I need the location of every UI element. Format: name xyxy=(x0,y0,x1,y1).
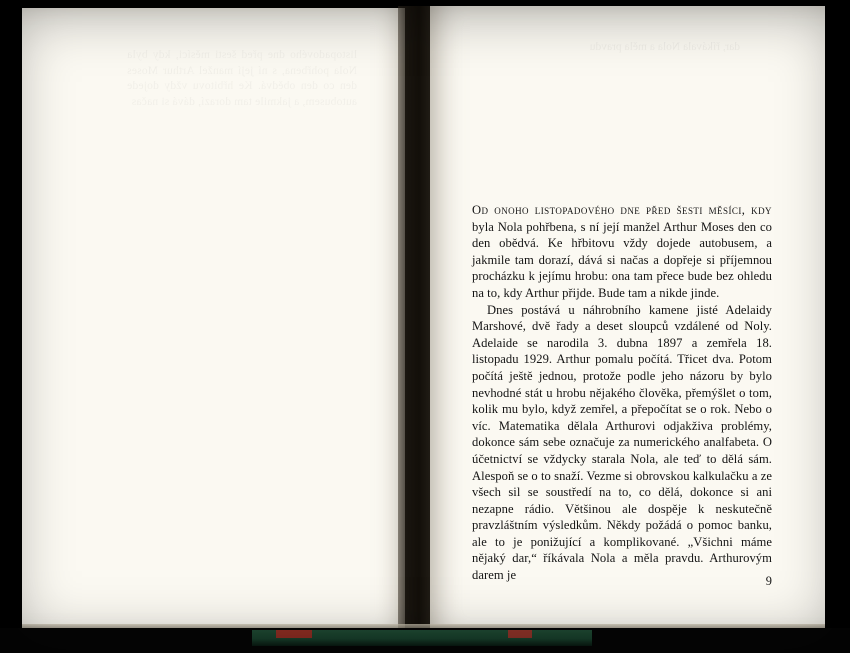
cover-accent-red-left xyxy=(276,630,312,638)
paragraph-opening xyxy=(472,202,772,302)
cover-accent-red-right xyxy=(508,630,532,638)
right-page-showthrough-text: dar, říkávala Nola a měla pravdu xyxy=(589,41,740,53)
left-page xyxy=(22,8,405,630)
body-text-block xyxy=(472,202,772,584)
right-page xyxy=(430,6,825,630)
page-number: 9 xyxy=(765,574,772,588)
opening-small-caps: Od onoho listopadového dne před šesti měsíci, kdy xyxy=(472,203,772,217)
paragraph-second: Dnes postává u náhrobního kamene jisté Adelaidy Marshové, dvě řady a deset sloupců vzdálené od Noly. Adelaide se narodila 3. dubna 1897 a zemřela 18. listopadu 1929. Arthur pomalu počítá. Třicet dva. Potom počítá ještě jednou, protože podle jeho názoru by bylo nevhodné stát u hrobu nějakého člověka, přemýšlet o tom, kolik mu bylo, když zemřel, a přepočítat se o rok. Nebo o víc. Matematika dělala Arthurovi odjakživa problémy, dokonce sám sebe označuje za numerického analfabeta. O účetnictví se vždycky starala Nola, ale teď to dělá sám. Alespoň se o to snaží. Vezme si obrovskou kalkulačku a ze všech sil se soustředí na to, co dělá, dokonce si ani nezapne rádio. Většinou ale dospěje k neskutečně pravzláštním výsledkům. Někdy požádá o pomoc banku, ale to je ponižující a komplikované. „Všichni máme nějaký dar,“ říkávala Nola a měla pravdu. Arthurovým darem je xyxy=(472,302,772,583)
left-page-showthrough-text xyxy=(127,48,357,348)
opening-paragraph-rest: byla Nola pohřbena, s ní její manžel Arthur Moses den co den obědvá. Ke hřbitovu vždy dojede autobusem, a jakmile tam dorazí, dává si načas a dopřeje si příjemnou procházku k jejímu hrobu: ona tam přece bude bez ohledu na to, kdy Arthur přijde. Bude tam a nikde jinde. xyxy=(472,219,772,300)
